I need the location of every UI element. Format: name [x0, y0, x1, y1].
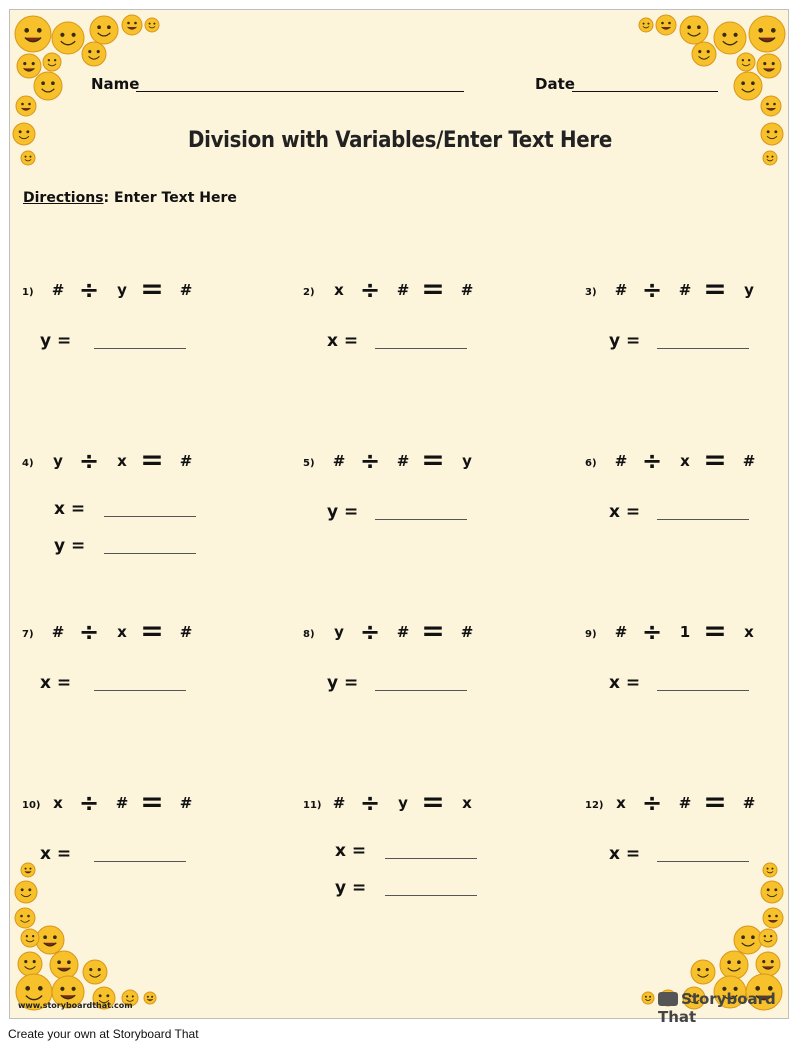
emoji-face-icon	[656, 15, 676, 35]
equals-sign: =	[703, 614, 727, 647]
answer-label: x =	[609, 673, 641, 693]
term-b: 1	[679, 623, 691, 641]
emoji-face-icon	[15, 16, 51, 52]
emoji-face-icon	[122, 15, 142, 35]
emoji-face-icon	[680, 16, 708, 44]
divide-sign: ÷	[641, 618, 663, 646]
emoji-face-icon	[17, 54, 41, 78]
term-a: #	[614, 623, 628, 641]
date-label: Date	[535, 75, 575, 93]
answer-blank[interactable]	[657, 348, 749, 349]
answer-blank[interactable]	[657, 519, 749, 520]
emoji-face-icon	[34, 72, 62, 100]
answer-label: y =	[327, 502, 359, 522]
problem-4	[22, 443, 282, 592]
term-a: x	[616, 794, 626, 812]
storyboardthat-url: www.storyboardthat.com	[18, 1001, 133, 1010]
directions	[23, 190, 237, 206]
term-a: #	[332, 452, 346, 470]
emoji-face-icon	[18, 952, 42, 976]
problem-8	[303, 614, 563, 763]
credit-text: Create your own at Storyboard That	[8, 1027, 199, 1041]
term-b: #	[396, 452, 410, 470]
emoji-face-icon	[761, 96, 781, 116]
page-title: Division with Variables/Enter Text Here	[187, 128, 613, 153]
answer-blank[interactable]	[657, 861, 749, 862]
term-c: y	[744, 281, 754, 299]
problem-6	[585, 443, 800, 592]
term-a: x	[53, 794, 63, 812]
problem-7	[22, 614, 282, 763]
emoji-face-icon	[639, 18, 653, 32]
term-c: #	[742, 452, 756, 470]
equals-sign: =	[421, 272, 445, 305]
answer-label: y =	[327, 673, 359, 693]
emoji-face-icon	[734, 72, 762, 100]
answer-label: x =	[40, 673, 72, 693]
emoji-face-icon	[50, 951, 78, 979]
term-c: #	[179, 794, 193, 812]
equals-sign: =	[421, 614, 445, 647]
emoji-face-icon	[642, 992, 654, 1004]
problem-number: 4)	[22, 458, 34, 469]
problem-number: 9)	[585, 629, 597, 640]
directions-label: Directions	[23, 190, 104, 206]
divide-sign: ÷	[78, 618, 100, 646]
term-c: #	[179, 623, 193, 641]
problem-9	[585, 614, 800, 763]
emoji-face-icon	[691, 960, 715, 984]
emoji-face-icon	[43, 53, 61, 71]
term-c: y	[462, 452, 472, 470]
storyboardthat-logo-text: Storyboard That	[658, 990, 776, 1026]
problem-1	[22, 272, 282, 421]
problem-number: 1)	[22, 287, 34, 298]
problem-number: 5)	[303, 458, 315, 469]
term-b: #	[396, 281, 410, 299]
answer-label: x =	[609, 844, 641, 864]
emoji-face-icon	[21, 151, 35, 165]
emoji-face-icon	[52, 22, 84, 54]
equals-sign: =	[140, 785, 164, 818]
answer-label: x =	[609, 502, 641, 522]
term-c: #	[460, 623, 474, 641]
problem-number: 11)	[303, 800, 322, 811]
term-b: #	[396, 623, 410, 641]
answer-label: x =	[327, 331, 359, 351]
term-c: #	[460, 281, 474, 299]
divide-sign: ÷	[359, 618, 381, 646]
term-b: y	[398, 794, 408, 812]
term-b: y	[117, 281, 127, 299]
problem-10	[22, 785, 282, 934]
term-b: #	[678, 281, 692, 299]
divide-sign: ÷	[78, 447, 100, 475]
equals-sign: =	[703, 443, 727, 476]
answer-blank[interactable]	[375, 690, 467, 691]
divide-sign: ÷	[641, 789, 663, 817]
emoji-face-icon	[90, 16, 118, 44]
name-line	[136, 91, 464, 92]
answer-label: y =	[609, 331, 641, 351]
emoji-face-icon	[749, 16, 785, 52]
term-b: x	[680, 452, 690, 470]
problem-number: 10)	[22, 800, 41, 811]
equals-sign: =	[140, 614, 164, 647]
answer-label: x =	[335, 841, 367, 861]
term-c: x	[744, 623, 754, 641]
storyboardthat-logo	[658, 990, 800, 1026]
problem-number: 2)	[303, 287, 315, 298]
answer-blank[interactable]	[375, 348, 467, 349]
term-c: #	[179, 281, 193, 299]
divide-sign: ÷	[78, 276, 100, 304]
term-a: y	[334, 623, 344, 641]
name-label: Name	[91, 75, 140, 93]
term-b: x	[117, 452, 127, 470]
divide-sign: ÷	[359, 276, 381, 304]
divide-sign: ÷	[359, 447, 381, 475]
term-c: #	[179, 452, 193, 470]
divide-sign: ÷	[359, 789, 381, 817]
storyboardthat-logo-icon	[658, 992, 678, 1006]
date-line	[572, 91, 718, 92]
equals-sign: =	[703, 785, 727, 818]
problem-11	[303, 785, 563, 934]
emoji-face-icon	[692, 42, 716, 66]
emoji-face-icon	[145, 18, 159, 32]
answer-blank[interactable]	[104, 553, 196, 554]
equals-sign: =	[421, 785, 445, 818]
problem-number: 7)	[22, 629, 34, 640]
divide-sign: ÷	[78, 789, 100, 817]
answer-label: y =	[54, 536, 86, 556]
problem-3	[585, 272, 800, 421]
answer-blank[interactable]	[94, 348, 186, 349]
answer-blank[interactable]	[385, 895, 477, 896]
answer-blank[interactable]	[375, 519, 467, 520]
term-a: #	[51, 623, 65, 641]
term-a: #	[332, 794, 346, 812]
equals-sign: =	[140, 272, 164, 305]
term-a: #	[51, 281, 65, 299]
emoji-face-icon	[16, 96, 36, 116]
answer-label: y =	[40, 331, 72, 351]
answer-blank[interactable]	[104, 516, 196, 517]
emoji-face-icon	[82, 42, 106, 66]
answer-label: x =	[40, 844, 72, 864]
divide-sign: ÷	[641, 276, 663, 304]
problem-2	[303, 272, 563, 421]
emoji-face-icon	[83, 960, 107, 984]
answer-blank[interactable]	[385, 858, 477, 859]
answer-label: x =	[54, 499, 86, 519]
term-b: #	[115, 794, 129, 812]
term-c: x	[462, 794, 472, 812]
term-c: #	[742, 794, 756, 812]
emoji-face-icon	[720, 951, 748, 979]
problem-number: 12)	[585, 800, 604, 811]
directions-text: : Enter Text Here	[103, 190, 237, 206]
problem-5	[303, 443, 563, 592]
emoji-face-icon	[757, 54, 781, 78]
equals-sign: =	[703, 272, 727, 305]
term-a: y	[53, 452, 63, 470]
problem-number: 3)	[585, 287, 597, 298]
problem-number: 6)	[585, 458, 597, 469]
term-a: x	[334, 281, 344, 299]
answer-blank[interactable]	[94, 861, 186, 862]
emoji-face-icon	[756, 952, 780, 976]
term-a: #	[614, 452, 628, 470]
emoji-face-icon	[144, 992, 156, 1004]
divide-sign: ÷	[641, 447, 663, 475]
problem-number: 8)	[303, 629, 315, 640]
answer-label: y =	[335, 878, 367, 898]
emoji-face-icon	[737, 53, 755, 71]
emoji-face-icon	[714, 22, 746, 54]
equals-sign: =	[421, 443, 445, 476]
term-b: x	[117, 623, 127, 641]
answer-blank[interactable]	[657, 690, 749, 691]
answer-blank[interactable]	[94, 690, 186, 691]
problem-12	[585, 785, 800, 934]
term-a: #	[614, 281, 628, 299]
emoji-face-icon	[763, 151, 777, 165]
term-b: #	[678, 794, 692, 812]
equals-sign: =	[140, 443, 164, 476]
